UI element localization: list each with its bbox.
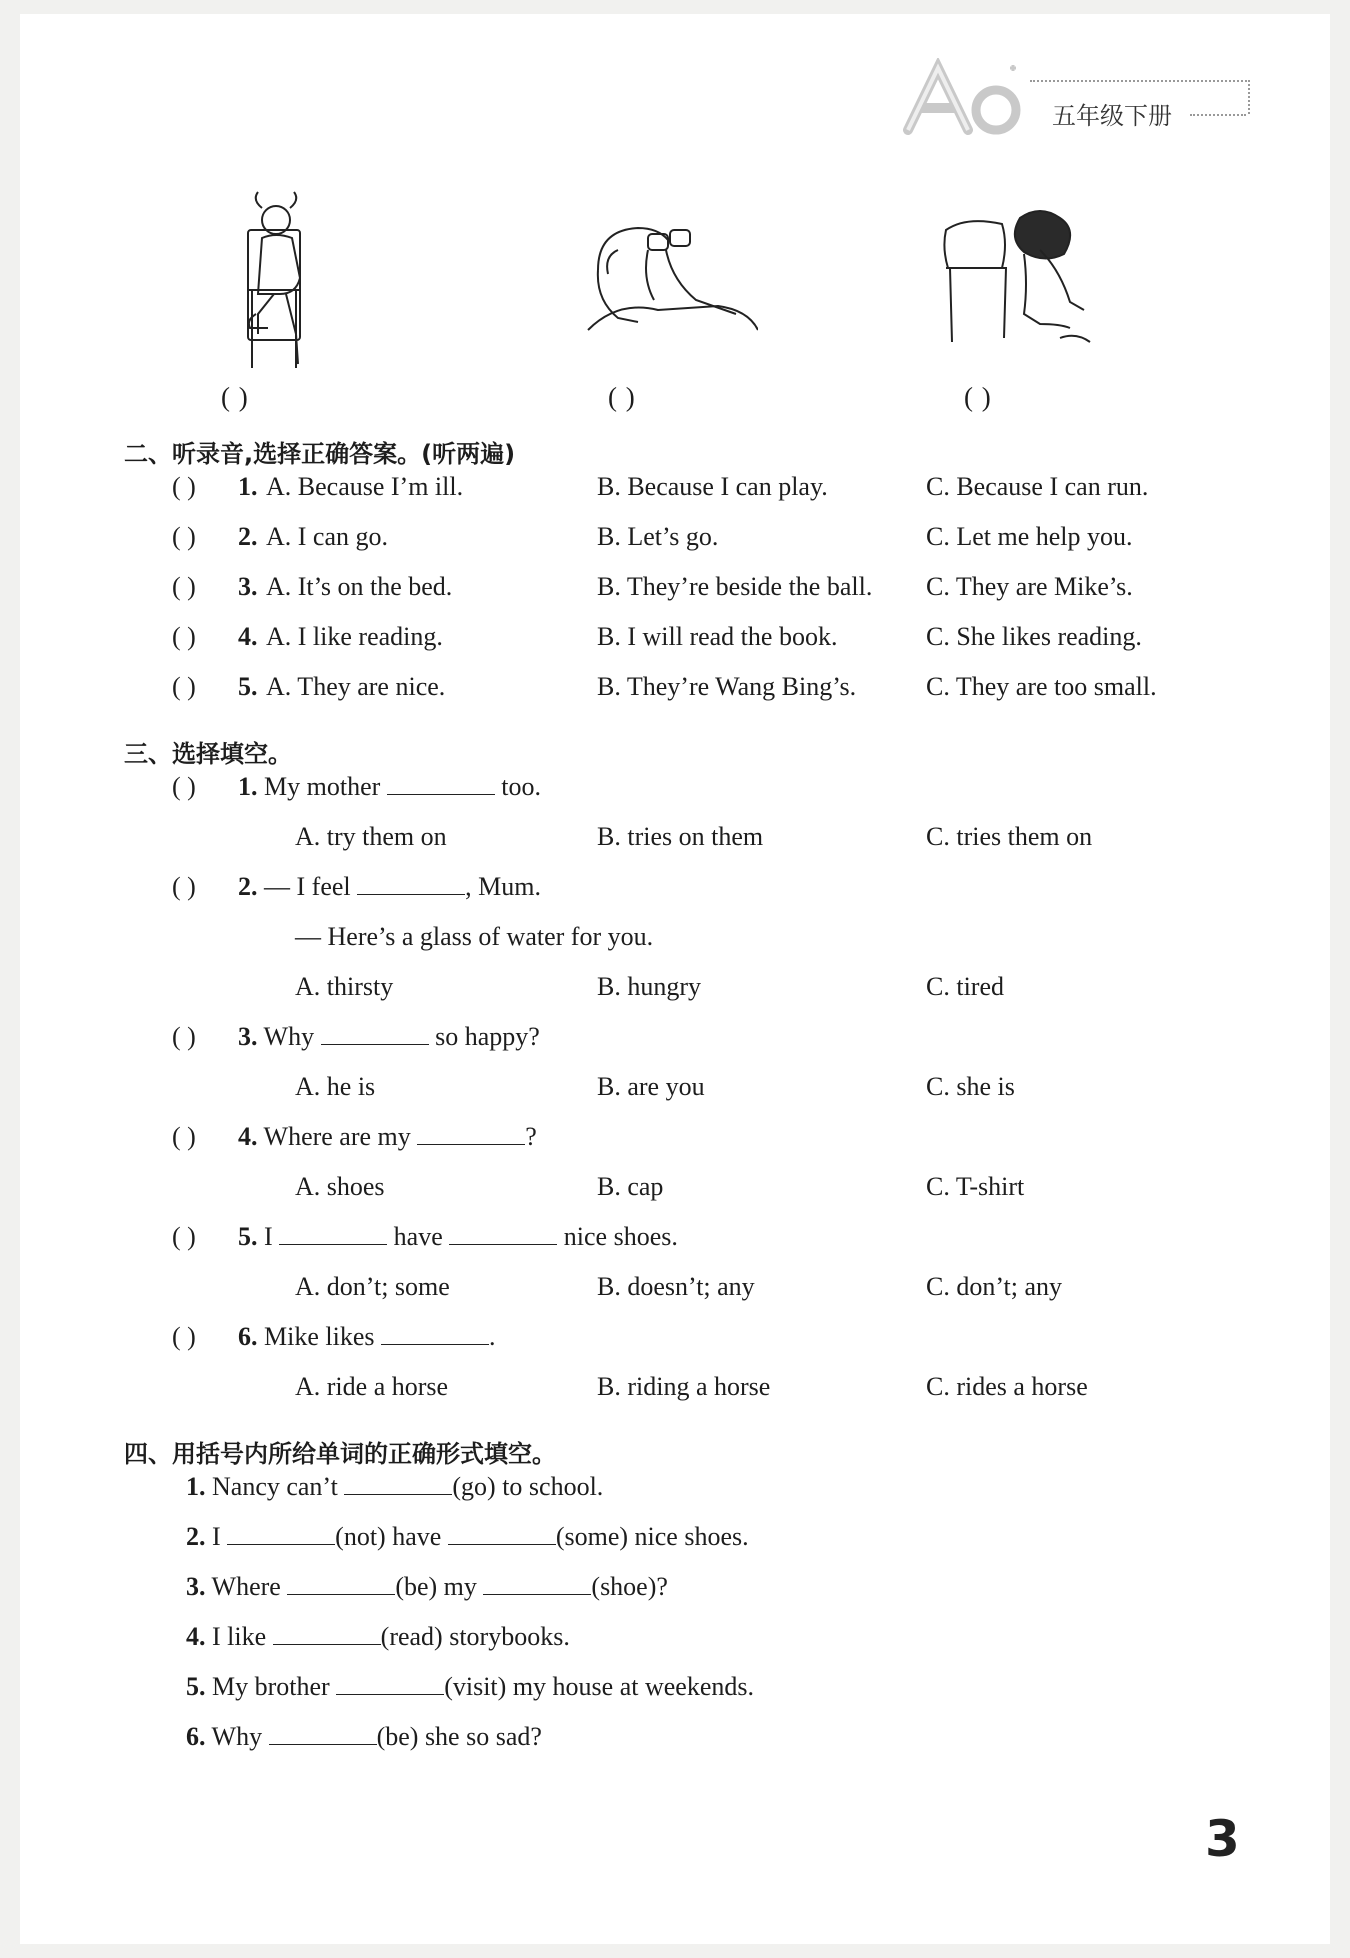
- s4-q4-blank[interactable]: [273, 1622, 381, 1645]
- s2-q4-option-a: A. I like reading.: [266, 622, 443, 651]
- s2-q5-option-b: B. They’re Wang Bing’s.: [597, 672, 857, 701]
- page-number: 3: [1205, 1810, 1240, 1868]
- s3-q3-option-a: A. he is: [295, 1072, 376, 1101]
- s2-q1-answer[interactable]: ( ): [172, 472, 196, 501]
- s3-q3-option-c: C. she is: [926, 1072, 1015, 1101]
- picture-answer-2[interactable]: ( ): [608, 382, 636, 412]
- s3-q2-reply: — Here’s a glass of water for you.: [295, 922, 654, 951]
- s3-q4-number: 4.: [238, 1122, 258, 1151]
- header-rule: [1030, 80, 1250, 82]
- s3-q4-text-2: ?: [525, 1122, 537, 1151]
- worksheet-page: [20, 14, 1330, 1944]
- s3-q3-stem: [238, 1022, 540, 1052]
- s3-q5-blank-1[interactable]: [279, 1222, 387, 1245]
- s4-q1-text-2: to school.: [502, 1472, 604, 1501]
- s3-q2-option-b: B. hungry: [597, 972, 701, 1001]
- s4-q3-blank-1[interactable]: [287, 1572, 395, 1595]
- s4-q2-number: 2.: [186, 1522, 206, 1551]
- s2-q3-answer[interactable]: ( ): [172, 572, 196, 601]
- s4-q5-hint: (visit): [444, 1672, 507, 1701]
- s2-q5-option-a: A. They are nice.: [266, 672, 446, 701]
- s4-q2-blank-1[interactable]: [227, 1522, 335, 1545]
- s3-q5-text-2: have: [393, 1222, 443, 1251]
- girl-putting-on-shoes-picture: [940, 190, 1100, 370]
- s2-q5-answer[interactable]: ( ): [172, 672, 196, 701]
- s3-q6-text-1: Mike likes: [264, 1322, 375, 1351]
- s4-q5-number: 5.: [186, 1672, 206, 1701]
- s3-q3-option-b: B. are you: [597, 1072, 705, 1101]
- s3-q2-blank[interactable]: [357, 872, 465, 895]
- s4-item-5: [186, 1672, 754, 1702]
- s3-q4-stem: [238, 1122, 537, 1152]
- s4-item-1: [186, 1472, 603, 1502]
- s2-q4-option-c: C. She likes reading.: [926, 622, 1142, 651]
- s3-q2-text-1: — I feel: [264, 872, 351, 901]
- s4-q3-text-2: my: [443, 1572, 477, 1601]
- s3-q6-number: 6.: [238, 1322, 258, 1351]
- s3-q3-text-1: Why: [263, 1022, 315, 1051]
- section-3-title: 三、选择填空。: [124, 740, 292, 768]
- s3-q4-option-a: A. shoes: [295, 1172, 385, 1201]
- s3-q5-text-3: nice shoes.: [563, 1222, 678, 1251]
- s4-q6-text-1: Why: [211, 1722, 263, 1751]
- s2-q2-number: 2.: [238, 522, 258, 551]
- header-dots: [1190, 114, 1246, 116]
- s3-q4-answer[interactable]: ( ): [172, 1122, 196, 1151]
- s3-q6-blank[interactable]: [381, 1322, 489, 1345]
- s3-q1-stem: [238, 772, 541, 802]
- s3-q6-option-c: C. rides a horse: [926, 1372, 1088, 1401]
- s2-q1-option-a: A. Because I’m ill.: [266, 472, 464, 501]
- s4-q5-text-2: my house at weekends.: [512, 1672, 754, 1701]
- s3-q3-text-2: so happy?: [435, 1022, 540, 1051]
- section-2-title: 二、听录音,选择正确答案。(听两遍): [124, 440, 516, 468]
- s3-q4-blank[interactable]: [417, 1122, 525, 1145]
- s3-q5-stem: [238, 1222, 678, 1252]
- s2-q3-number: 3.: [238, 572, 258, 601]
- s2-q5-number: 5.: [238, 672, 258, 701]
- s4-q6-hint: (be): [376, 1722, 419, 1751]
- s3-q6-option-a: A. ride a horse: [295, 1372, 449, 1401]
- s4-q5-text-1: My brother: [212, 1672, 330, 1701]
- s3-q6-answer[interactable]: ( ): [172, 1322, 196, 1351]
- s4-q1-blank[interactable]: [344, 1472, 452, 1495]
- s4-q4-hint: (read): [380, 1622, 443, 1651]
- s4-q2-hint-1: (not): [335, 1522, 386, 1551]
- s4-item-6: [186, 1722, 542, 1752]
- header-rule-tick: [1248, 80, 1250, 114]
- s4-q3-text-1: Where: [211, 1572, 281, 1601]
- s3-q5-number: 5.: [238, 1222, 258, 1251]
- s2-q1-option-c: C. Because I can run.: [926, 472, 1149, 501]
- brand-logo-icon: [898, 58, 1038, 138]
- s3-q6-text-2: .: [489, 1322, 496, 1351]
- s4-q4-number: 4.: [186, 1622, 206, 1651]
- s3-q1-number: 1.: [238, 772, 258, 801]
- s3-q1-text-1: My mother: [264, 772, 381, 801]
- s2-q1-number: 1.: [238, 472, 258, 501]
- s3-q1-option-c: C. tries them on: [926, 822, 1093, 851]
- s3-q1-option-a: A. try them on: [295, 822, 447, 851]
- s3-q3-number: 3.: [238, 1022, 258, 1051]
- s2-q4-option-b: B. I will read the book.: [597, 622, 838, 651]
- s4-q6-blank[interactable]: [269, 1722, 377, 1745]
- s2-q4-answer[interactable]: ( ): [172, 622, 196, 651]
- s3-q1-text-2: too.: [501, 772, 541, 801]
- s4-item-2: [186, 1522, 749, 1552]
- s3-q6-option-b: B. riding a horse: [597, 1372, 771, 1401]
- s3-q2-answer[interactable]: ( ): [172, 872, 196, 901]
- s4-q3-hint-1: (be): [395, 1572, 438, 1601]
- s4-q1-hint: (go): [452, 1472, 496, 1501]
- s2-q5-option-c: C. They are too small.: [926, 672, 1157, 701]
- s2-q2-option-b: B. Let’s go.: [597, 522, 719, 551]
- s4-q2-hint-2: (some): [555, 1522, 629, 1551]
- s3-q6-stem: [238, 1322, 496, 1352]
- s4-q2-blank-2[interactable]: [448, 1522, 556, 1545]
- s4-item-3: [186, 1572, 668, 1602]
- s4-item-4: [186, 1622, 570, 1652]
- s4-q5-blank[interactable]: [336, 1672, 444, 1695]
- s3-q5-option-c: C. don’t; any: [926, 1272, 1063, 1301]
- s3-q1-option-b: B. tries on them: [597, 822, 764, 851]
- s4-q3-blank-2[interactable]: [483, 1572, 591, 1595]
- s4-q2-text-3: nice shoes.: [634, 1522, 749, 1551]
- s3-q4-text-1: Where are my: [263, 1122, 411, 1151]
- s2-q2-option-c: C. Let me help you.: [926, 522, 1133, 551]
- s2-q2-option-a: A. I can go.: [266, 522, 389, 551]
- s2-q3-option-b: B. They’re beside the ball.: [597, 572, 873, 601]
- s3-q3-answer[interactable]: ( ): [172, 1022, 196, 1051]
- s3-q2-option-a: A. thirsty: [295, 972, 394, 1001]
- s4-q4-text-1: I like: [212, 1622, 267, 1651]
- s3-q5-option-a: A. don’t; some: [295, 1272, 450, 1301]
- picture-answer-1[interactable]: ( ): [221, 382, 249, 412]
- s2-q3-option-a: A. It’s on the bed.: [266, 572, 453, 601]
- boy-with-binoculars-picture: [578, 190, 758, 370]
- s2-q2-answer[interactable]: ( ): [172, 522, 196, 551]
- s3-q5-answer[interactable]: ( ): [172, 1222, 196, 1251]
- s3-q3-blank[interactable]: [321, 1022, 429, 1045]
- s3-q2-text-2: , Mum.: [465, 872, 541, 901]
- s3-q5-option-b: B. doesn’t; any: [597, 1272, 755, 1301]
- s3-q4-option-b: B. cap: [597, 1172, 664, 1201]
- s2-q4-number: 4.: [238, 622, 258, 651]
- picture-answer-3[interactable]: ( ): [964, 382, 992, 412]
- s4-q2-text-1: I: [212, 1522, 221, 1551]
- s2-q3-option-c: C. They are Mike’s.: [926, 572, 1133, 601]
- section-4-title: 四、用括号内所给单词的正确形式填空。: [124, 1440, 556, 1468]
- s3-q4-option-c: C. T-shirt: [926, 1172, 1025, 1201]
- s4-q1-text-1: Nancy can’t: [212, 1472, 338, 1501]
- s4-q6-text-2: she so sad?: [424, 1722, 542, 1751]
- book-title: 五年级下册: [1052, 102, 1172, 130]
- s2-q1-option-b: B. Because I can play.: [597, 472, 828, 501]
- s3-q2-option-c: C. tired: [926, 972, 1004, 1001]
- s3-q5-blank-2[interactable]: [449, 1222, 557, 1245]
- s3-q2-stem: [238, 872, 541, 902]
- s4-q3-hint-2: (shoe)?: [591, 1572, 668, 1601]
- s4-q4-text-2: storybooks.: [449, 1622, 570, 1651]
- s3-q2-number: 2.: [238, 872, 258, 901]
- s4-q3-number: 3.: [186, 1572, 206, 1601]
- s3-q1-answer[interactable]: ( ): [172, 772, 196, 801]
- girl-on-chair-picture: [226, 190, 336, 370]
- s4-q1-number: 1.: [186, 1472, 206, 1501]
- s3-q1-blank[interactable]: [387, 772, 495, 795]
- s4-q6-number: 6.: [186, 1722, 206, 1751]
- s4-q2-text-2: have: [392, 1522, 442, 1551]
- s3-q5-text-1: I: [264, 1222, 273, 1251]
